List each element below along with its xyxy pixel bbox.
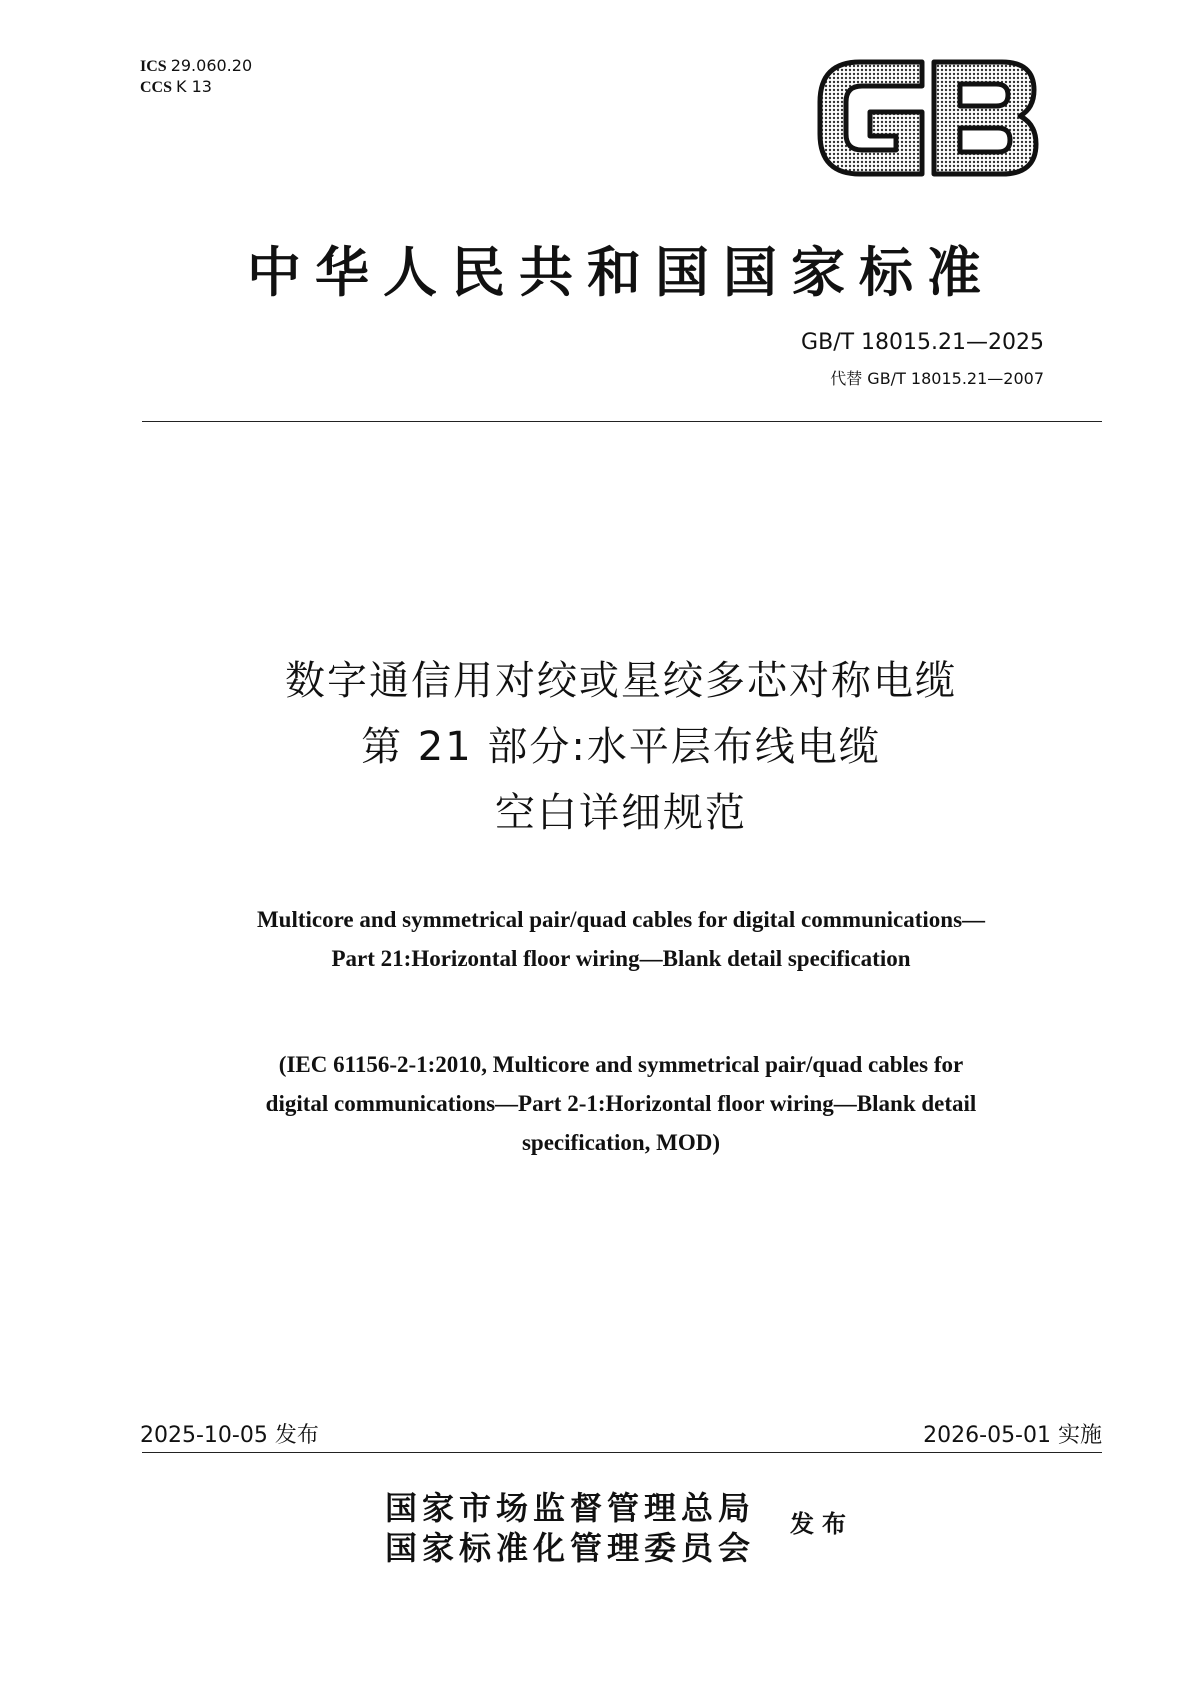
english-title [140, 900, 1102, 978]
implementation-date: 2026-05-01 实施 [923, 1423, 1102, 1448]
ics-line [140, 56, 252, 77]
ics-label: ICS [140, 58, 167, 75]
issue-date: 2025-10-05 发布 [140, 1423, 319, 1448]
english-title-line-2: Part 21:Horizontal floor wiring—Blank detail specification [331, 946, 911, 971]
replaced-standard: 代替 GB/T 18015.21—2007 [830, 369, 1044, 388]
chinese-title [140, 648, 1102, 846]
gb-logo [812, 56, 1042, 180]
classification-codes [140, 56, 252, 98]
top-divider [142, 421, 1102, 422]
ccs-code: K 13 [176, 77, 212, 96]
ics-code: 29.060.20 [170, 56, 253, 75]
issue-word: 发布 [790, 1509, 854, 1538]
chinese-title-line-3: 空白详细规范 [495, 790, 747, 836]
iec-reference-line-2: digital communications—Part 2-1:Horizontal floor wiring—Blank detail [265, 1091, 977, 1116]
issuing-authorities [385, 1488, 755, 1568]
issuer-line-1: 国家市场监督管理总局 [385, 1489, 756, 1527]
chinese-title-line-2: 第 21 部分:水平层布线电缆 [361, 724, 881, 770]
standard-number: GB/T 18015.21—2025 [801, 330, 1044, 355]
chinese-title-line-1: 数字通信用对绞或星绞多芯对称电缆 [285, 658, 957, 704]
iec-reference [140, 1045, 1102, 1162]
iec-reference-line-3: specification, MOD) [521, 1130, 720, 1155]
english-title-line-1: Multicore and symmetrical pair/quad cables for digital communications— [256, 907, 986, 932]
issuer-line-2: 国家标准化管理委员会 [385, 1529, 756, 1567]
authority-title: 中华人民共和国国家标准 [247, 240, 995, 304]
iec-reference-line-1: (IEC 61156-2-1:2010, Multicore and symmetrical pair/quad cables for [278, 1052, 964, 1077]
ccs-line [140, 77, 252, 98]
ccs-label: CCS [140, 79, 173, 96]
bottom-divider [142, 1452, 1102, 1453]
